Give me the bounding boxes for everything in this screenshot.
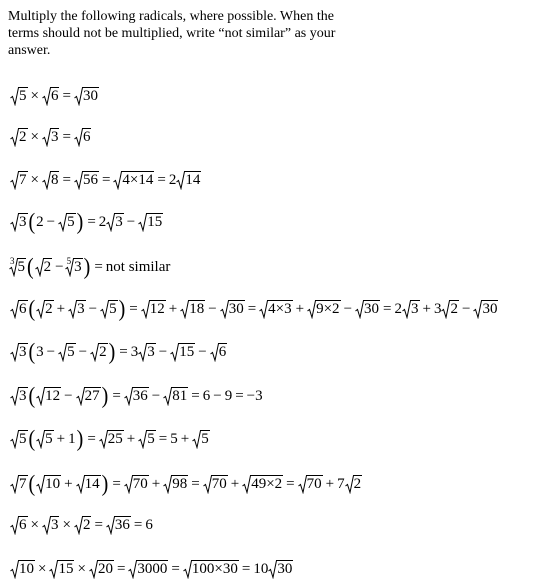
radical	[220, 300, 245, 319]
parenthesis: )	[101, 383, 109, 409]
radicand: 36	[114, 517, 130, 533]
term: 3	[433, 301, 442, 317]
radical	[100, 300, 118, 319]
radical	[106, 516, 131, 535]
radicand: 15	[58, 561, 74, 577]
equation-row	[10, 255, 170, 279]
radicand: 70	[211, 476, 227, 492]
radical	[180, 300, 205, 319]
radical-index: 5	[66, 255, 72, 266]
radical	[10, 560, 35, 579]
instruction-line: terms should not be multiplied, write “not similar” as your	[8, 26, 336, 41]
radicand: 6	[82, 129, 91, 145]
parenthesis: (	[28, 426, 36, 452]
operator: =	[241, 561, 251, 577]
radical	[76, 387, 101, 406]
radical	[42, 171, 60, 190]
radicand: 3	[115, 214, 123, 230]
parenthesis: (	[28, 471, 36, 497]
parenthesis: )	[83, 254, 91, 280]
radicand: 8	[50, 172, 59, 188]
radical	[268, 560, 293, 579]
operator: −	[64, 388, 73, 404]
radicand: 5	[109, 301, 117, 317]
radicand: 7	[19, 476, 27, 492]
term: 5	[170, 431, 178, 447]
radicand: 10	[19, 561, 34, 577]
radicand: 70	[306, 476, 322, 492]
operator: ×	[30, 172, 39, 188]
radical	[242, 475, 283, 494]
instruction-line: answer.	[8, 43, 51, 58]
parenthesis: )	[76, 209, 84, 235]
term: 6	[145, 517, 153, 533]
radicand: 3	[19, 388, 27, 404]
equation-row	[10, 472, 362, 496]
equation-row	[10, 513, 153, 537]
radicand: 30	[364, 301, 380, 317]
equation-row	[10, 427, 210, 451]
operator: =	[191, 388, 200, 404]
radicand: 6	[19, 517, 27, 533]
radicand: 30	[82, 88, 98, 104]
operator: =	[112, 388, 121, 404]
equation-row	[10, 557, 293, 581]
parenthesis: )	[76, 426, 84, 452]
operator: −	[46, 214, 56, 230]
radicand: 3000	[137, 561, 168, 577]
radical	[138, 430, 156, 449]
operator: =	[62, 129, 71, 145]
radical	[74, 516, 92, 535]
radical	[10, 128, 28, 147]
operator: +	[422, 301, 431, 317]
equation-row	[10, 125, 91, 149]
radical	[124, 387, 149, 406]
radicand: 2	[99, 344, 107, 360]
radicand: 3	[19, 214, 27, 230]
radicand: 2	[43, 259, 52, 275]
radical-index: 3	[10, 255, 15, 266]
operator: −	[46, 344, 56, 360]
radicand: 9×2	[316, 301, 340, 317]
operator: =	[119, 344, 128, 360]
parenthesis: (	[28, 209, 36, 235]
radicand: 20	[97, 561, 113, 577]
operator: ×	[77, 561, 86, 577]
operator: =	[286, 476, 295, 492]
radicand: 4×3	[268, 301, 292, 317]
parenthesis: )	[101, 471, 109, 497]
radicand: 18	[189, 301, 205, 317]
radical	[10, 87, 28, 106]
radical	[345, 475, 363, 494]
operator: +	[56, 301, 66, 317]
radicand: 3	[19, 344, 27, 360]
radicand: 4×14	[122, 172, 154, 188]
radical	[10, 343, 28, 362]
operator: ×	[62, 517, 71, 533]
operator: =	[157, 172, 166, 188]
radicand: 5	[147, 431, 155, 447]
operator: =	[383, 301, 392, 317]
radical	[10, 171, 28, 190]
term: 3	[36, 344, 44, 360]
radical	[42, 87, 60, 106]
term: 10	[253, 561, 269, 577]
operator: +	[151, 476, 161, 492]
radicand: 15	[179, 344, 195, 360]
term: 2	[98, 214, 107, 230]
operator: =	[62, 88, 71, 104]
operator: =	[87, 214, 96, 230]
radical	[402, 300, 420, 319]
operator: =	[235, 388, 244, 404]
radicand: 5	[67, 344, 75, 360]
radical	[10, 255, 26, 277]
operator: =	[191, 476, 200, 492]
radical	[210, 343, 228, 362]
radical	[36, 475, 61, 494]
radicand: 3	[147, 344, 155, 360]
radicand: 70	[132, 476, 148, 492]
operator: −	[151, 388, 161, 404]
operator: +	[64, 476, 73, 492]
radicand: 14	[185, 172, 201, 188]
radical	[74, 171, 99, 190]
operator: −	[126, 214, 136, 230]
radicand: 100×30	[191, 561, 238, 577]
term: −3	[246, 388, 263, 404]
radical	[355, 300, 380, 319]
radical	[49, 560, 74, 579]
radical	[99, 430, 124, 449]
radical	[192, 430, 210, 449]
equation-row	[10, 384, 263, 408]
radical	[183, 560, 239, 579]
radical	[113, 171, 154, 190]
operator: ×	[38, 561, 47, 577]
parenthesis: )	[108, 339, 116, 365]
radicand: 36	[132, 388, 148, 404]
equation-row	[10, 84, 99, 108]
radicand: 15	[147, 214, 163, 230]
operator: =	[87, 431, 96, 447]
radicand: 3	[411, 301, 419, 317]
term: 9	[224, 388, 233, 404]
operator: =	[247, 301, 257, 317]
operator: −	[461, 301, 471, 317]
radicand: 5	[19, 88, 27, 104]
radicand: 30	[277, 561, 293, 577]
radicand: 12	[149, 301, 165, 317]
operator: =	[158, 431, 168, 447]
radical	[10, 475, 28, 494]
operator: −	[55, 259, 64, 275]
radicand: 5	[19, 431, 27, 447]
radical	[10, 430, 28, 449]
equation-row	[10, 168, 201, 192]
radicand: 81	[172, 388, 188, 404]
term: 1	[68, 431, 76, 447]
radical	[298, 475, 323, 494]
equation-row	[10, 340, 227, 364]
radical	[10, 387, 28, 406]
radical	[66, 255, 83, 277]
radical	[473, 300, 498, 319]
radical	[441, 300, 459, 319]
operator: ×	[30, 129, 39, 145]
radical	[176, 171, 201, 190]
radical	[10, 516, 28, 535]
term: 7	[337, 476, 345, 492]
radical	[307, 300, 340, 319]
radicand: 6	[50, 88, 59, 104]
radical	[138, 343, 156, 362]
radicand: 5	[17, 259, 25, 275]
radical	[35, 258, 53, 277]
radical	[124, 475, 149, 494]
operator: +	[230, 476, 240, 492]
radical	[170, 343, 195, 362]
radicand: 2	[82, 517, 91, 533]
operator: −	[208, 301, 217, 317]
radicand: 49×2	[251, 476, 283, 492]
term: 2	[36, 214, 44, 230]
radicand: 5	[201, 431, 209, 447]
parenthesis: )	[118, 296, 126, 322]
radicand: 5	[45, 431, 53, 447]
parenthesis: (	[28, 296, 36, 322]
radical	[58, 343, 76, 362]
radical	[259, 300, 292, 319]
radicand: 12	[45, 388, 61, 404]
radical	[138, 213, 163, 232]
radical	[74, 128, 92, 147]
radicand: 6	[19, 301, 27, 317]
instruction-line: Multiply the following radicals, where possible. When the	[8, 9, 334, 24]
operator: =	[112, 476, 121, 492]
operator: =	[171, 561, 180, 577]
radicand: 14	[84, 476, 100, 492]
instructions	[8, 8, 403, 59]
radical	[163, 475, 188, 494]
radicand: 3	[74, 259, 82, 275]
radical	[68, 300, 86, 319]
operator: =	[116, 561, 126, 577]
radicand: 25	[107, 431, 123, 447]
radical	[10, 213, 28, 232]
radical	[128, 560, 168, 579]
radicand: 30	[482, 301, 498, 317]
operator: +	[325, 476, 335, 492]
radicand: 2	[353, 476, 362, 492]
radicand: 6	[218, 344, 227, 360]
operator: −	[78, 344, 88, 360]
radicand: 2	[45, 301, 53, 317]
radical	[36, 430, 54, 449]
operator: ×	[30, 88, 39, 104]
radicand: 10	[45, 476, 61, 492]
operator: −	[158, 344, 168, 360]
operator: +	[295, 301, 305, 317]
parenthesis: (	[28, 339, 36, 365]
operator: =	[133, 517, 143, 533]
parenthesis: (	[28, 383, 36, 409]
equation-row	[10, 297, 498, 321]
radical	[36, 387, 61, 406]
operator: −	[88, 301, 98, 317]
parenthesis: (	[27, 254, 34, 280]
radical	[89, 560, 114, 579]
radical	[36, 300, 54, 319]
equation-row	[10, 210, 163, 234]
radicand: 2	[450, 301, 458, 317]
radicand: 3	[50, 517, 59, 533]
radicand: 3	[50, 129, 59, 145]
operator: =	[62, 172, 71, 188]
radicand: 2	[19, 129, 27, 145]
operator: +	[126, 431, 136, 447]
radical	[42, 516, 60, 535]
radicand: 27	[84, 388, 100, 404]
answer-text: not similar	[105, 259, 171, 275]
radical	[163, 387, 188, 406]
radicand: 30	[228, 301, 244, 317]
radical	[76, 475, 101, 494]
radical	[74, 87, 99, 106]
operator: =	[94, 517, 103, 533]
radicand: 3	[77, 301, 85, 317]
operator: =	[101, 172, 111, 188]
operator: +	[168, 301, 178, 317]
radical	[141, 300, 166, 319]
operator: −	[198, 344, 207, 360]
radicand: 98	[172, 476, 188, 492]
operator: −	[343, 301, 353, 317]
radical	[10, 300, 28, 319]
radicand: 7	[19, 172, 27, 188]
radical	[42, 128, 60, 147]
radicand: 5	[67, 214, 75, 230]
radical	[203, 475, 228, 494]
operator: −	[213, 388, 222, 404]
operator: +	[180, 431, 190, 447]
term: 6	[202, 388, 211, 404]
operator: ×	[30, 517, 39, 533]
operator: +	[56, 431, 66, 447]
radical	[106, 213, 124, 232]
radical	[90, 343, 108, 362]
operator: =	[129, 301, 138, 317]
term: 2	[168, 172, 177, 188]
term: 2	[394, 301, 402, 317]
term: 3	[130, 344, 139, 360]
operator: =	[94, 259, 103, 275]
radicand: 56	[82, 172, 98, 188]
radical	[58, 213, 76, 232]
